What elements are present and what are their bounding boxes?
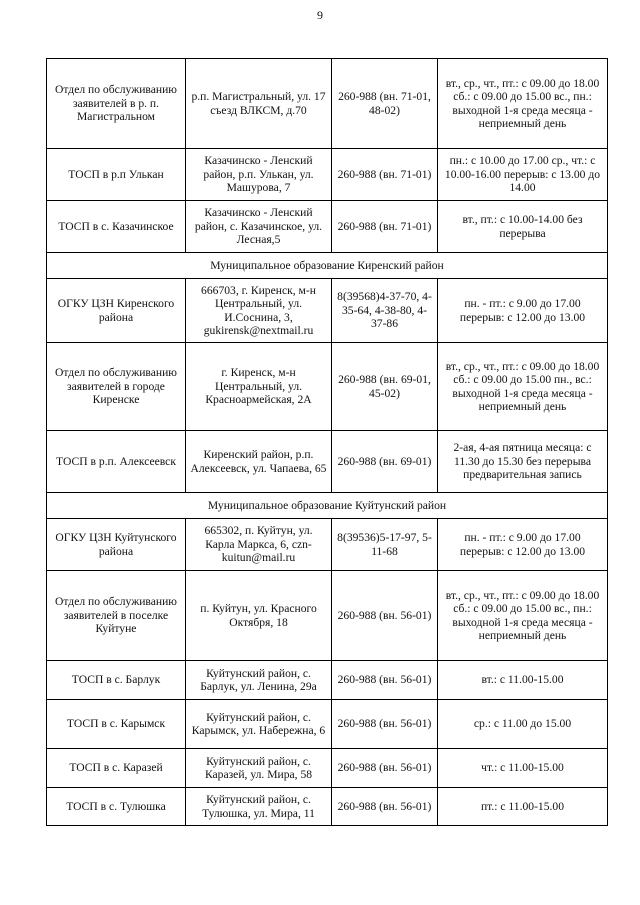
cell-name: ТОСП в с. Каразей <box>47 749 186 788</box>
cell-name: ОГКУ ЦЗН Куйтунского района <box>47 519 186 571</box>
section-row <box>47 493 608 519</box>
cell-name: ОГКУ ЦЗН Киренского района <box>47 279 186 343</box>
cell-hours: пн. - пт.: с 9.00 до 17.00 перерыв: с 12.00 до 13.00 <box>438 519 608 571</box>
cell-name: Отдел по обслуживанию заявителей в городе Киренске <box>47 343 186 431</box>
cell-phone: 260-988 (вн. 71-01, 48-02) <box>332 59 438 149</box>
cell-address: Куйтунский район, с. Барлук, ул. Ленина, 29а <box>186 661 332 700</box>
cell-address: Куйтунский район, с. Каразей, ул. Мира, 58 <box>186 749 332 788</box>
cell-phone: 260-988 (вн. 69-01) <box>332 431 438 493</box>
cell-hours: пт.: с 11.00-15.00 <box>438 788 608 826</box>
cell-name: Отдел по обслуживанию заявителей в поселке Куйтуне <box>47 571 186 661</box>
section-title: Муниципальное образование Киренский район <box>47 253 608 279</box>
cell-hours: вт., ср., чт., пт.: с 09.00 до 18.00 сб.: с 09.00 до 15.00 пн., вс.: выходной 1-я среда месяца - неприемный день <box>438 343 608 431</box>
cell-address: Куйтунский район, с. Карымск, ул. Набережна, 6 <box>186 700 332 749</box>
cell-hours: 2-ая, 4-ая пятница месяца: с 11.30 до 15.30 без перерыва предварительная запись <box>438 431 608 493</box>
cell-phone: 260-988 (вн. 56-01) <box>332 749 438 788</box>
cell-hours: вт., пт.: с 10.00-14.00 без перерыва <box>438 201 608 253</box>
offices-table <box>46 58 608 826</box>
cell-phone: 260-988 (вн. 56-01) <box>332 661 438 700</box>
cell-hours: чт.: с 11.00-15.00 <box>438 749 608 788</box>
cell-phone: 8(39568)4-37-70, 4-35-64, 4-38-80, 4-37-86 <box>332 279 438 343</box>
section-title: Муниципальное образование Куйтунский район <box>47 493 608 519</box>
cell-phone: 8(39536)5-17-97, 5-11-68 <box>332 519 438 571</box>
cell-address: г. Киренск, м-н Центральный, ул. Красноармейская, 2А <box>186 343 332 431</box>
page-number: 9 <box>317 8 323 22</box>
cell-phone: 260-988 (вн. 71-01) <box>332 201 438 253</box>
cell-hours: вт.: с 11.00-15.00 <box>438 661 608 700</box>
cell-name: ТОСП в с. Казачинское <box>47 201 186 253</box>
table-row <box>47 343 608 431</box>
table-row <box>47 749 608 788</box>
cell-hours: ср.: с 11.00 до 15.00 <box>438 700 608 749</box>
cell-phone: 260-988 (вн. 71-01) <box>332 149 438 201</box>
cell-name: ТОСП в р.п Улькан <box>47 149 186 201</box>
table-row <box>47 788 608 826</box>
cell-phone: 260-988 (вн. 56-01) <box>332 571 438 661</box>
cell-name: ТОСП в с. Тулюшка <box>47 788 186 826</box>
cell-address: 666703, г. Киренск, м-н Центральный, ул. И.Соснина, 3, gukirensk@nextmail.ru <box>186 279 332 343</box>
cell-hours: пн.: с 10.00 до 17.00 ср., чт.: с 10.00-16.00 перерыв: с 13.00 до 14.00 <box>438 149 608 201</box>
cell-hours: вт., ср., чт., пт.: с 09.00 до 18.00 сб.: с 09.00 до 15.00 вс., пн.: выходной 1-я среда месяца - неприемный день <box>438 571 608 661</box>
table-row <box>47 571 608 661</box>
cell-hours: вт., ср., чт., пт.: с 09.00 до 18.00 сб.: с 09.00 до 15.00 вс., пн.: выходной 1-я среда месяца - неприемный день <box>438 59 608 149</box>
cell-hours: пн. - пт.: с 9.00 до 17.00 перерыв: с 12.00 до 13.00 <box>438 279 608 343</box>
offices-table-body <box>47 59 608 826</box>
table-row <box>47 431 608 493</box>
table-row <box>47 59 608 149</box>
cell-phone: 260-988 (вн. 56-01) <box>332 788 438 826</box>
cell-address: Куйтунский район, с. Тулюшка, ул. Мира, 11 <box>186 788 332 826</box>
cell-address: Киренский район, р.п. Алексеевск, ул. Чапаева, 65 <box>186 431 332 493</box>
cell-name: Отдел по обслуживанию заявителей в р. п. Магистральном <box>47 59 186 149</box>
cell-name: ТОСП в с. Карымск <box>47 700 186 749</box>
cell-phone: 260-988 (вн. 69-01, 45-02) <box>332 343 438 431</box>
section-row <box>47 253 608 279</box>
table-row <box>47 201 608 253</box>
cell-phone: 260-988 (вн. 56-01) <box>332 700 438 749</box>
table-row <box>47 279 608 343</box>
cell-address: Казачинско - Ленский район, р.п. Улькан, ул. Машурова, 7 <box>186 149 332 201</box>
cell-address: р.п. Магистральный, ул. 17 съезд ВЛКСМ, д.70 <box>186 59 332 149</box>
cell-address: Казачинско - Ленский район, с. Казачинское, ул. Лесная,5 <box>186 201 332 253</box>
cell-name: ТОСП в р.п. Алексеевск <box>47 431 186 493</box>
cell-address: 665302, п. Куйтун, ул. Карла Маркса, 6, czn-kuitun@mail.ru <box>186 519 332 571</box>
table-row <box>47 700 608 749</box>
table-row <box>47 661 608 700</box>
cell-address: п. Куйтун, ул. Красного Октября, 18 <box>186 571 332 661</box>
table-row <box>47 519 608 571</box>
table-row <box>47 149 608 201</box>
cell-name: ТОСП в с. Барлук <box>47 661 186 700</box>
